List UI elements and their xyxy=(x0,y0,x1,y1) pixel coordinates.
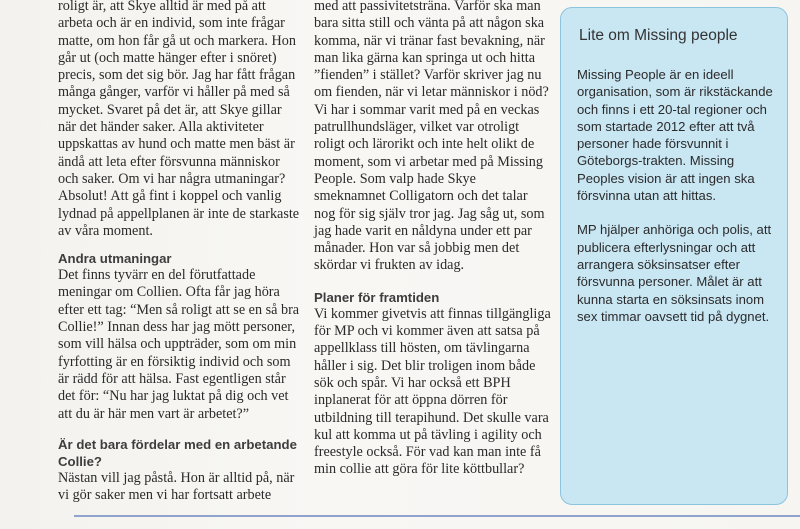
info-box-title: Lite om Missing people xyxy=(579,27,738,44)
info-paragraph: MP hjälper anhöriga och polis, att publicera efterlysningar och att arrangera söksinsatser efter försvunna personer. Målet är att kunna starta en söksinsats inom sex timmar oavsett tid på dygnet. xyxy=(577,222,772,324)
info-box xyxy=(560,7,788,505)
article-column-2 xyxy=(314,0,551,479)
body-paragraph: roligt är, att Skye alltid är med på att arbeta och är en individ, som inte frågar matte, om hon får gå ut och markera. Hon går ut (och matte hänger efter i snöret) precis, som det sig bör. Jag har fått frågan många gånger, varför vi håller på med så mycket. Svaret på det är, att Skye gillar när det händer saker. Alla aktiviteter uppskattas av hund och matte men bäst är ändå att leta efter försvunna människor och saker. Om vi har några utmaningar? Absolut! Att gå fint i koppel och vanlig lydnad på appellplanen är inte de starkaste av våra moment. xyxy=(58,0,300,239)
info-box-body xyxy=(577,66,777,342)
article-column-1 xyxy=(58,0,301,504)
section-heading: Är det bara fördelar med en arbetande Collie? xyxy=(58,436,297,469)
bottom-rule xyxy=(74,515,800,517)
info-paragraph: Missing People är en ideell organisation, som är rikstäckande och finns i ett 20-tal regioner och som startade 2012 efter att två personer hade försvunnit i Göteborgs-trakten. Missing Peoples vision är att ingen ska försvinna utan att hittas. xyxy=(577,67,773,204)
body-paragraph: med att passivitetsträna. Varför ska man bara sitta still och vänta på att någon ska komma, när vi tränar fast bevakning, när man lika gärna kan springa ut och hitta ”fienden” i stället? Varför skriver jag nu om fienden, när vi letar människor i nöd? Vi har i sommar varit med på en veckas patrullhundsläger, vilket var otroligt roligt och lärorikt och inte helt olikt de moment, som vi arbetar med på Missing People. Som valp hade Skye smeknamnet Colligatorn och det talar nog för sig själv tror jag. Jag såg ut, som jag hade varit en nåldyna under ett par månader. Hon var så jobbig men det skördar vi frukten av idag. xyxy=(314,0,549,274)
body-paragraph: Vi kommer givetvis att finnas tillgängliga för MP och vi kommer även att satsa på appellklass till hösten, om tävlingarna håller i sig. Det blir troligen inom både sök och spår. Vi har också ett BPH inplanerat för att öppna dörren för utbildning till terapihund. Det skulle vara kul att komma ut på tävling i agility och freestyle också. För vad kan man inte få min collie att göra för lite köttbullar? xyxy=(314,305,551,478)
body-paragraph: Nästan vill jag påstå. Hon är alltid på, när vi gör saker men vi har fortsatt arbete xyxy=(58,469,295,504)
body-paragraph: Det finns tyvärr en del förutfattade meningar om Collien. Ofta får jag höra efter ett tag: “Men så roligt att se en så bra Collie!” Innan dess har jag mött personer, som vill hälsa och uppträder, som om min fyrfotting är en försiktig individ och som är rädd för att hälsa. Fast egentligen står det för: “Nu har jag luktat på dig och vet att du är här men vart är arbetet?” xyxy=(58,267,300,422)
section-heading: Planer för framtiden xyxy=(314,289,440,305)
section-heading: Andra utmaningar xyxy=(58,251,172,267)
